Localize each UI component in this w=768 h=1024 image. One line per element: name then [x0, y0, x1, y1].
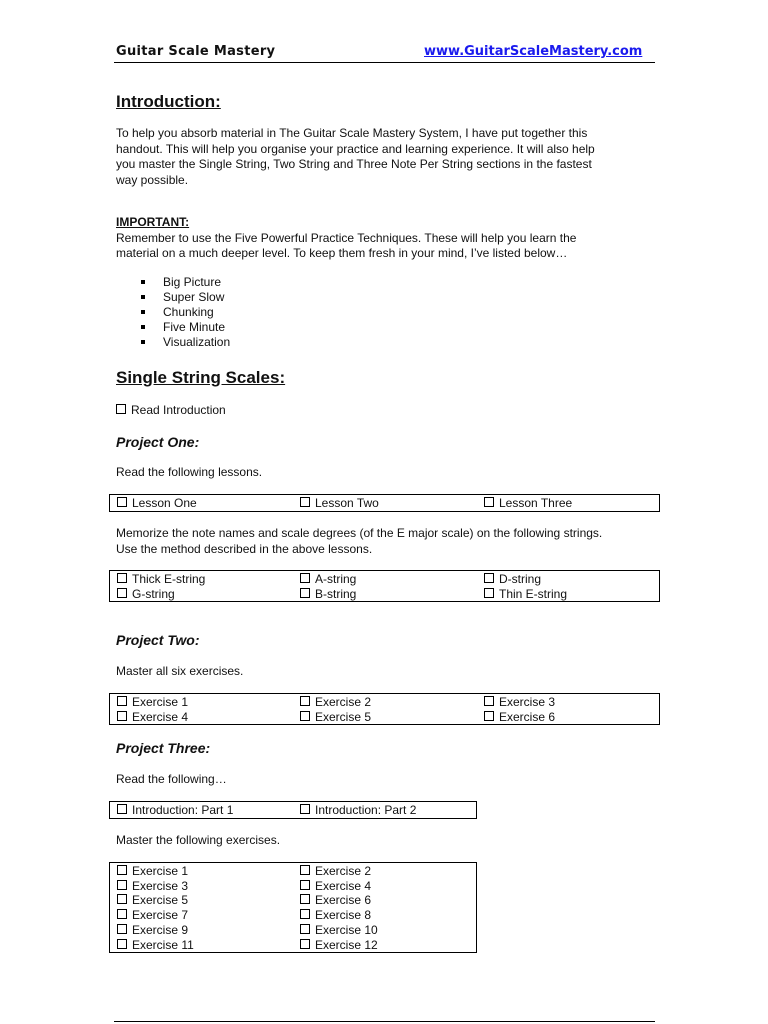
checklist-item: Introduction: Part 1: [117, 803, 233, 818]
checkbox[interactable]: [117, 588, 127, 598]
list-item: Visualization: [116, 335, 230, 350]
checkbox[interactable]: [484, 497, 494, 507]
checklist-item: Exercise 4: [117, 710, 188, 725]
important-line: material on a much deeper level. To keep them fresh in your mind, I’ve listed below…: [116, 246, 568, 260]
document-header-title: Guitar Scale Mastery: [116, 44, 276, 59]
lessons-checklist-box: [109, 494, 660, 512]
checkbox[interactable]: [300, 696, 310, 706]
checkbox[interactable]: [300, 711, 310, 721]
checkbox[interactable]: [300, 573, 310, 583]
project-three-heading: Project Three:: [116, 740, 211, 756]
checkbox[interactable]: [300, 894, 310, 904]
checkbox[interactable]: [300, 497, 310, 507]
checklist-item: Exercise 6: [300, 893, 371, 908]
single-string-scales-heading: Single String Scales:: [116, 368, 286, 387]
project-two-exercises-box: [109, 693, 660, 725]
checklist-item: Exercise 3: [117, 879, 188, 894]
checklist-item: Exercise 11: [117, 938, 194, 953]
checkbox[interactable]: [484, 588, 494, 598]
checkbox[interactable]: [300, 588, 310, 598]
project-one-heading: Project One:: [116, 434, 200, 450]
checklist-item: G-string: [117, 587, 175, 602]
checklist-item: Exercise 4: [300, 879, 371, 894]
project-three-exercises-box: [109, 862, 477, 953]
important-line: Remember to use the Five Powerful Practice Techniques. These will help you learn the: [116, 230, 577, 245]
checklist-item: Exercise 12: [300, 938, 378, 953]
checkbox[interactable]: [117, 711, 127, 721]
checklist-item: Introduction: Part 2: [300, 803, 416, 818]
checkbox[interactable]: [117, 696, 127, 706]
checkbox[interactable]: [117, 894, 127, 904]
checklist-item: Thin E-string: [484, 587, 567, 602]
introduction-parts-box: [109, 801, 477, 819]
checklist-item: Exercise 3: [484, 695, 555, 710]
list-item: Super Slow: [116, 290, 230, 305]
checkbox[interactable]: [484, 696, 494, 706]
checklist-item: Exercise 7: [117, 908, 188, 923]
project-two-heading: Project Two:: [116, 632, 200, 648]
checkbox-label: Read Introduction: [131, 403, 226, 417]
website-link[interactable]: www.GuitarScaleMastery.com: [424, 44, 643, 59]
checkbox[interactable]: [300, 865, 310, 875]
introduction-heading: Introduction:: [116, 92, 221, 111]
strings-checklist-box: [109, 570, 660, 602]
checkbox[interactable]: [484, 711, 494, 721]
paragraph-line: Memorize the note names and scale degrees (of the E major scale) on the following strings.: [116, 526, 603, 540]
project-three-instruction: Read the following…: [116, 772, 227, 786]
checkbox[interactable]: [300, 909, 310, 919]
checklist-item: Thick E-string: [117, 572, 205, 587]
footer-divider: [114, 1021, 655, 1022]
list-item: Chunking: [116, 305, 230, 320]
checklist-item: D-string: [484, 572, 541, 587]
checkbox[interactable]: [117, 924, 127, 934]
checklist-item: Exercise 2: [300, 695, 371, 710]
important-note: [116, 215, 576, 262]
read-introduction-item: [116, 403, 226, 418]
checklist-item: Lesson One: [117, 496, 197, 511]
paragraph-line: To help you absorb material in The Guitar Scale Mastery System, I have put together this: [116, 126, 588, 140]
checklist-item: Exercise 6: [484, 710, 555, 725]
checklist-item: A-string: [300, 572, 356, 587]
checklist-item: Exercise 2: [300, 864, 371, 879]
checklist-item: Lesson Two: [300, 496, 379, 511]
paragraph-line: you master the Single String, Two String and Three Note Per String sections in the fastest: [116, 157, 592, 171]
checklist-item: Exercise 10: [300, 923, 378, 938]
checklist-item: B-string: [300, 587, 356, 602]
checkbox[interactable]: [117, 497, 127, 507]
checklist-item: Exercise 5: [300, 710, 371, 725]
paragraph-line: handout. This will help you organise your practice and learning experience. It will also help: [116, 141, 595, 156]
project-one-instruction: Read the following lessons.: [116, 465, 263, 479]
checkbox[interactable]: [117, 909, 127, 919]
checkbox[interactable]: [484, 573, 494, 583]
checkbox[interactable]: [117, 573, 127, 583]
paragraph-line: way possible.: [116, 172, 189, 187]
checklist-item: Exercise 1: [117, 695, 188, 710]
project-three-instruction-2: Master the following exercises.: [116, 833, 281, 847]
checklist-item: Exercise 1: [117, 864, 188, 879]
paragraph-line: Use the method described in the above lessons.: [116, 541, 373, 556]
list-item: Five Minute: [116, 320, 230, 335]
header-divider: [114, 62, 655, 63]
memorize-paragraph: [116, 526, 602, 557]
checkbox[interactable]: [117, 804, 127, 814]
techniques-list: [116, 275, 230, 350]
checklist-item: Exercise 5: [117, 893, 188, 908]
checklist-item: Exercise 9: [117, 923, 188, 938]
list-item: Big Picture: [116, 275, 230, 290]
introduction-paragraph: [116, 126, 595, 188]
checkbox[interactable]: [116, 404, 126, 414]
important-label: IMPORTANT:: [116, 215, 190, 229]
checkbox[interactable]: [117, 880, 127, 890]
checkbox[interactable]: [300, 880, 310, 890]
checkbox[interactable]: [117, 865, 127, 875]
checkbox[interactable]: [117, 939, 127, 949]
checklist-item: Lesson Three: [484, 496, 572, 511]
checkbox[interactable]: [300, 939, 310, 949]
project-two-instruction: Master all six exercises.: [116, 664, 244, 678]
checkbox[interactable]: [300, 804, 310, 814]
checklist-item: Exercise 8: [300, 908, 371, 923]
checkbox[interactable]: [300, 924, 310, 934]
